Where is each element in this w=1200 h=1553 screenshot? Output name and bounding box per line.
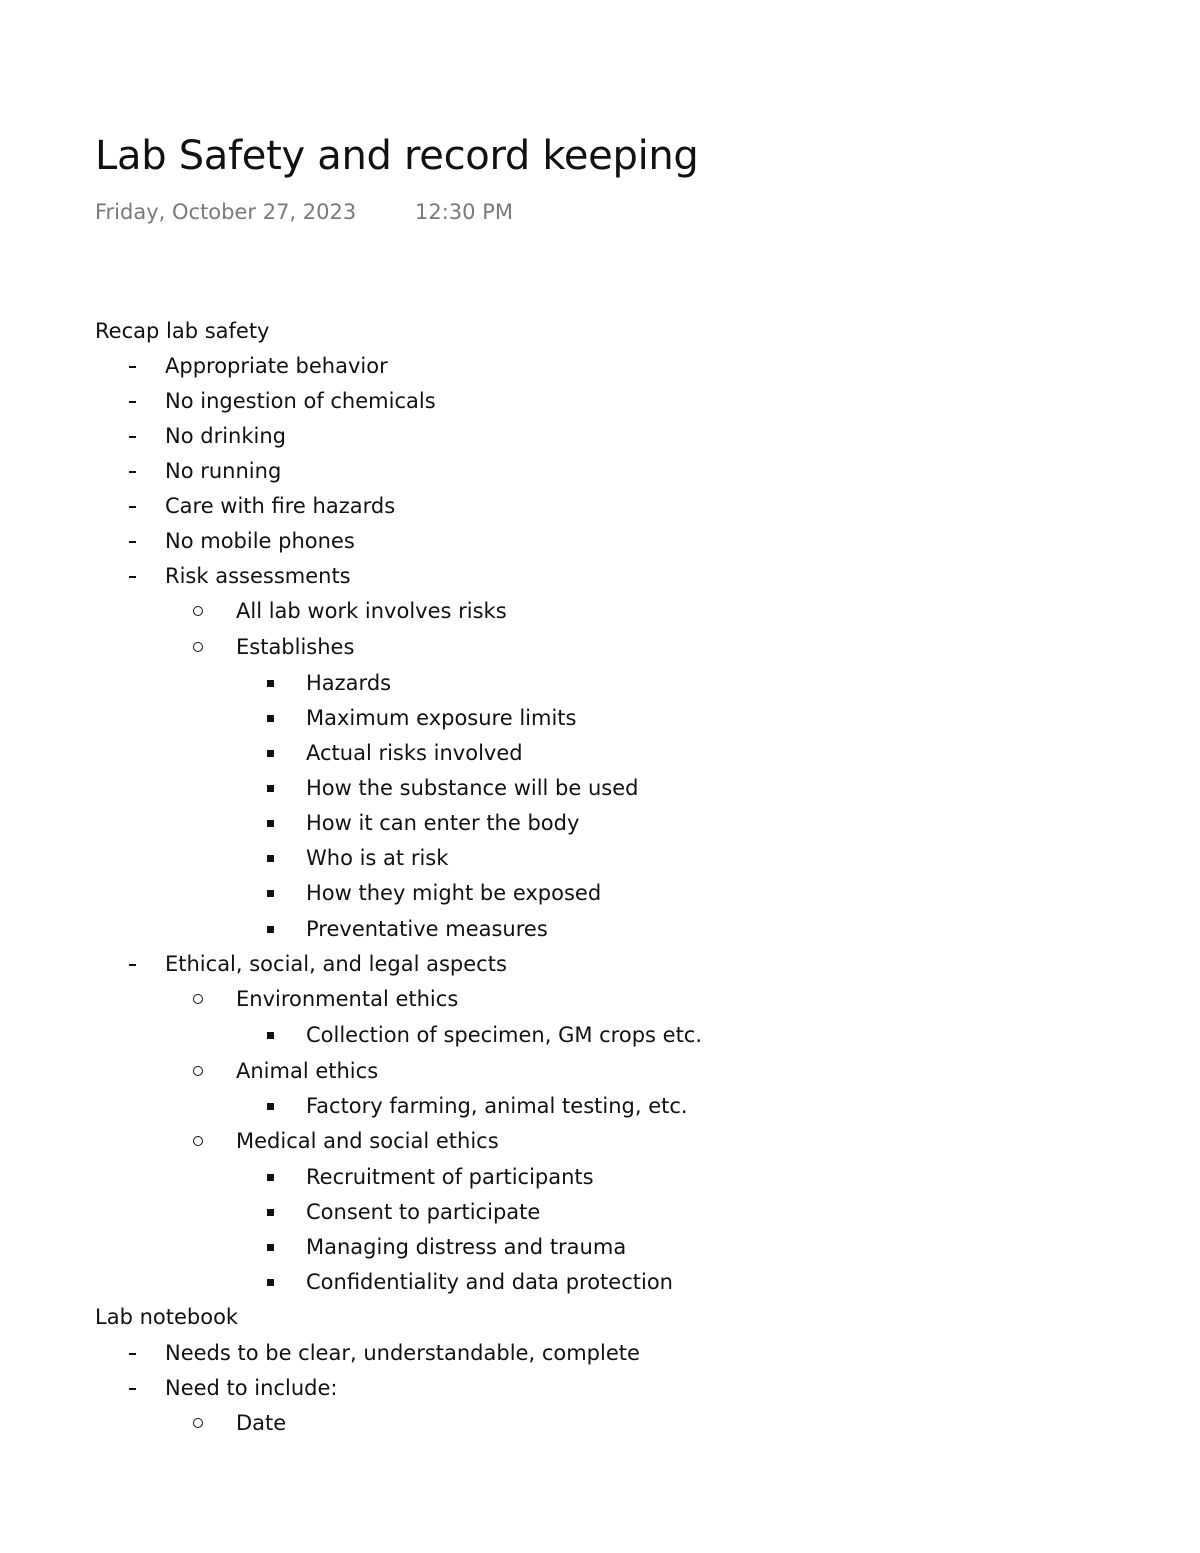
list-item-text: Animal ethics: [236, 1059, 379, 1083]
circle-bullet-icon: [193, 1136, 203, 1146]
list-item-text: Recruitment of participants: [306, 1165, 594, 1189]
square-bullet-icon: [267, 1103, 274, 1110]
square-bullet-icon: [267, 820, 274, 827]
list-item-text: Who is at risk: [306, 846, 449, 870]
list-item-text: Care with fire hazards: [165, 494, 396, 518]
circle-bullet-icon: [193, 606, 203, 616]
list-item-text: How it can enter the body: [306, 811, 580, 835]
square-bullet-icon: [267, 926, 274, 933]
dash-bullet-icon: [129, 401, 136, 403]
list-item-text: Establishes: [236, 635, 355, 659]
list-item-text: Preventative measures: [306, 917, 548, 941]
dash-bullet-icon: [129, 436, 136, 438]
circle-bullet-icon: [193, 642, 203, 652]
list-item-text: Needs to be clear, understandable, complete: [165, 1341, 640, 1365]
list-item-text: Risk assessments: [165, 564, 351, 588]
list-item-text: Appropriate behavior: [165, 354, 388, 378]
list-item-text: How the substance will be used: [306, 776, 639, 800]
heading-text: Lab notebook: [95, 1305, 239, 1329]
list-item-text: No ingestion of chemicals: [165, 389, 436, 413]
list-item-text: No mobile phones: [165, 529, 355, 553]
circle-bullet-icon: [193, 1066, 203, 1076]
square-bullet-icon: [267, 1032, 274, 1039]
dash-bullet-icon: [129, 541, 136, 543]
square-bullet-icon: [267, 890, 274, 897]
square-bullet-icon: [267, 715, 274, 722]
note-time: 12:30 PM: [415, 200, 513, 224]
note-date: Friday, October 27, 2023: [95, 200, 357, 224]
list-item-text: Date: [236, 1411, 287, 1435]
square-bullet-icon: [267, 785, 274, 792]
dash-bullet-icon: [129, 576, 136, 578]
list-item-text: Hazards: [306, 671, 392, 695]
square-bullet-icon: [267, 1209, 274, 1216]
list-item-text: Consent to participate: [306, 1200, 541, 1224]
square-bullet-icon: [267, 1174, 274, 1181]
list-item-text: Confidentiality and data protection: [306, 1270, 673, 1294]
heading-text: Recap lab safety: [95, 319, 270, 343]
list-item-text: All lab work involves risks: [236, 599, 507, 623]
list-item-text: Ethical, social, and legal aspects: [165, 952, 507, 976]
list-item-text: Maximum exposure limits: [306, 706, 577, 730]
list-item-text: Medical and social ethics: [236, 1129, 499, 1153]
square-bullet-icon: [267, 855, 274, 862]
circle-bullet-icon: [193, 994, 203, 1004]
dash-bullet-icon: [129, 506, 136, 508]
list-item-text: Environmental ethics: [236, 987, 459, 1011]
list-item-text: Actual risks involved: [306, 741, 523, 765]
list-item-text: No drinking: [165, 424, 286, 448]
list-item-text: How they might be exposed: [306, 881, 602, 905]
dash-bullet-icon: [129, 1353, 136, 1355]
dash-bullet-icon: [129, 1388, 136, 1390]
dash-bullet-icon: [129, 366, 136, 368]
list-item-text: Factory farming, animal testing, etc.: [306, 1094, 688, 1118]
list-item-text: Need to include:: [165, 1376, 338, 1400]
square-bullet-icon: [267, 1279, 274, 1286]
square-bullet-icon: [267, 1244, 274, 1251]
dash-bullet-icon: [129, 964, 136, 966]
dash-bullet-icon: [129, 471, 136, 473]
page-title: Lab Safety and record keeping: [95, 133, 699, 179]
circle-bullet-icon: [193, 1418, 203, 1428]
list-item-text: Managing distress and trauma: [306, 1235, 627, 1259]
square-bullet-icon: [267, 680, 274, 687]
list-item-text: No running: [165, 459, 282, 483]
list-item-text: Collection of specimen, GM crops etc.: [306, 1023, 703, 1047]
square-bullet-icon: [267, 750, 274, 757]
